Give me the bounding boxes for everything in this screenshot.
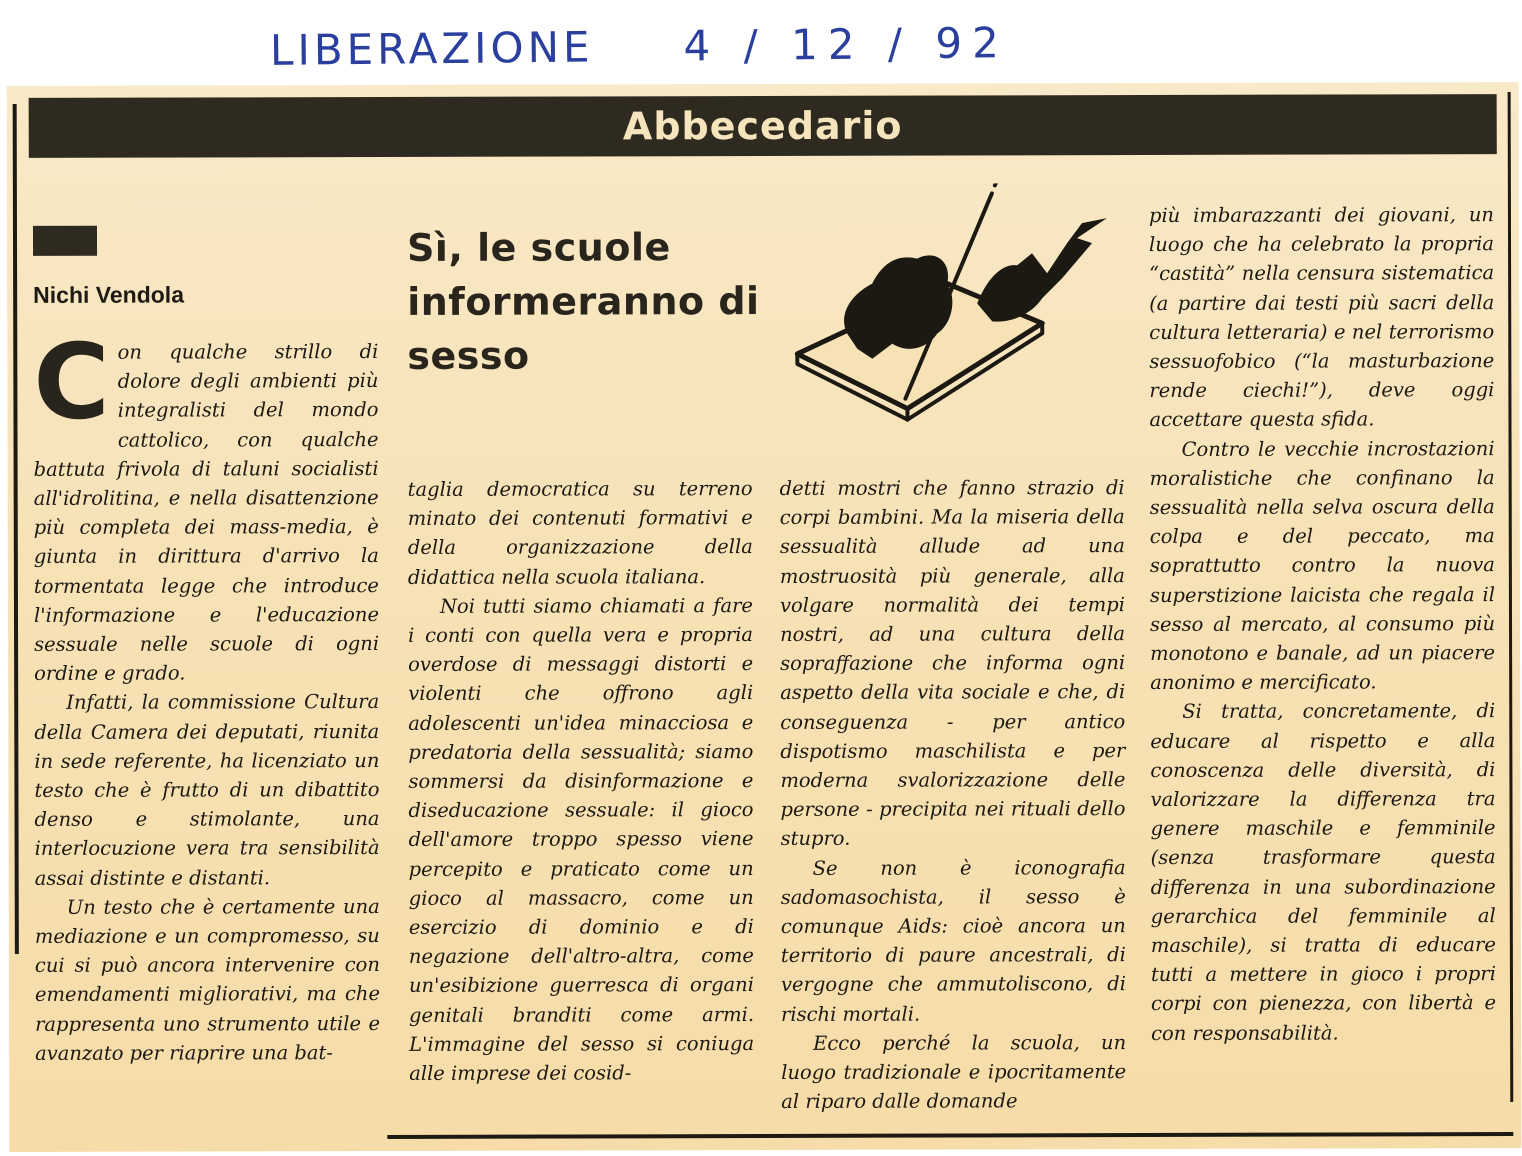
paragraph: Noi tutti siamo chiamati a fare i conti con quella vera e propria overdose di messaggi distorti e violenti che offrono agli adolescenti un'idea minacciosa e predatoria della sessualità; siamo sommersi da disinformazione e diseducazione sessuale: il gioco dell'amore troppo spesso viene percepito e praticato come un gioco al massacro, come un esercizio di dominio e di negazione dell'altro-altra, come un'esibizione guerresca di organi genitali branditi come armi. L'immagine del sesso si coniuga alle imprese dei cosid-	[408, 593, 755, 1085]
pen-writing-illustration-icon	[777, 183, 1118, 424]
paragraph: Se non è iconografia sadomasochista, il sesso è comunque Aids: cioè ancora un territorio di paure ancestrali, di vergogne che ammutoliscono, di rischi mortali.	[780, 855, 1126, 1026]
article-column-2	[408, 474, 755, 1088]
handwritten-annotation	[270, 18, 1009, 75]
frame-rule-bottom	[387, 1132, 1513, 1139]
article-column-4	[1149, 200, 1496, 1048]
paragraph: più imbarazzanti dei giovani, un luogo che ha celebrato la propria “castità” nella censura sistematica (a partire dai testi più sacri della cultura letteraria) e nel terrorismo sessuofobico (“la masturbazione rende ciechi!”), deve oggi accettare questa sfida.	[1148, 203, 1495, 432]
paragraph: detti mostri che fanno strazio di corpi bambini. Ma la miseria della sessualità allude ad una mostruosità più generale, alla volgare normalità dei tempi nostri, ad una cultura della sopraffazione che informa ogni aspetto della vita sociale e che, di conseguenza - per antico dispotismo maschilista e per moderna svalorizzazione delle persone - precipita nei rituali dello stupro.	[779, 476, 1126, 851]
kicker-block	[33, 226, 97, 256]
paragraph: Ecco perché la scuola, un luogo tradizionale e ipocritamente al riparo dalle domande	[781, 1030, 1127, 1114]
paragraph: taglia democratica su terreno minato dei contenuti formativi e della organizzazione della didattica nella scuola italiana.	[407, 477, 753, 589]
section-banner	[29, 94, 1497, 158]
article-headline: Sì, le scuole informeranno di sesso	[406, 225, 760, 378]
frame-rule-left	[13, 104, 19, 954]
article-column-3	[780, 473, 1127, 1116]
frame-rule-right	[1508, 92, 1514, 1102]
paragraph: Con qualche strillo di dolore degli ambienti più integralisti del mondo cattolico, con qualche battuta frivola di taluni socialisti all'idrolitina, e nella disattenzione più completa dei mass-media, è giunta in dirittura d'arrivo la tormentata legge che introduce l'informazione e l'educazione sessuale nelle scuole di ogni ordine e grado.	[33, 320, 380, 686]
paragraph: Si tratta, concretamente, di educare al rispetto e alla conoscenza delle diversità, di valorizzare la differenza tra genere maschile e femminile (senza trasformare questa differenza in una subordinazione gerarchica del femminile al maschile), si tratta di educare tutti a mettere in gioco i propri corpi con pienezza, con libertà e con responsabilità.	[1150, 699, 1497, 1045]
paragraph: Infatti, la commissione Cultura della Camera dei deputati, riunita in sede referente, ha licenziato un testo che è frutto di un dibattito denso e stimolante, una interlocuzione vera tra sensibilità assai distinte e distanti.	[34, 690, 380, 890]
section-title: Abbecedario	[622, 103, 903, 149]
newspaper-clipping	[7, 82, 1522, 1152]
article-column-1	[33, 320, 381, 1068]
author-byline: Nichi Vendola	[33, 281, 185, 308]
publication-name: LIBERAZIONE	[269, 22, 594, 75]
drop-cap: C	[33, 320, 110, 443]
paragraph: Un testo che è certamente una mediazione e un compromesso, su cui si può ancora intervenire con emendamenti migliorativi, ma che rappresenta uno strumento utile e avanzato per riaprire una bat-	[34, 894, 381, 1065]
paragraph: Contro le vecchie incrostazioni moralistiche che confinano la sessualità nella selva oscura della colpa e del peccato, ma soprattutto contro la nuova superstizione laicista che regala il sesso al mercato, al consumo più monotono e banale, ad un piacere anonimo e mercificato.	[1149, 436, 1496, 695]
publication-date: 4 / 12 / 92	[683, 18, 1010, 71]
